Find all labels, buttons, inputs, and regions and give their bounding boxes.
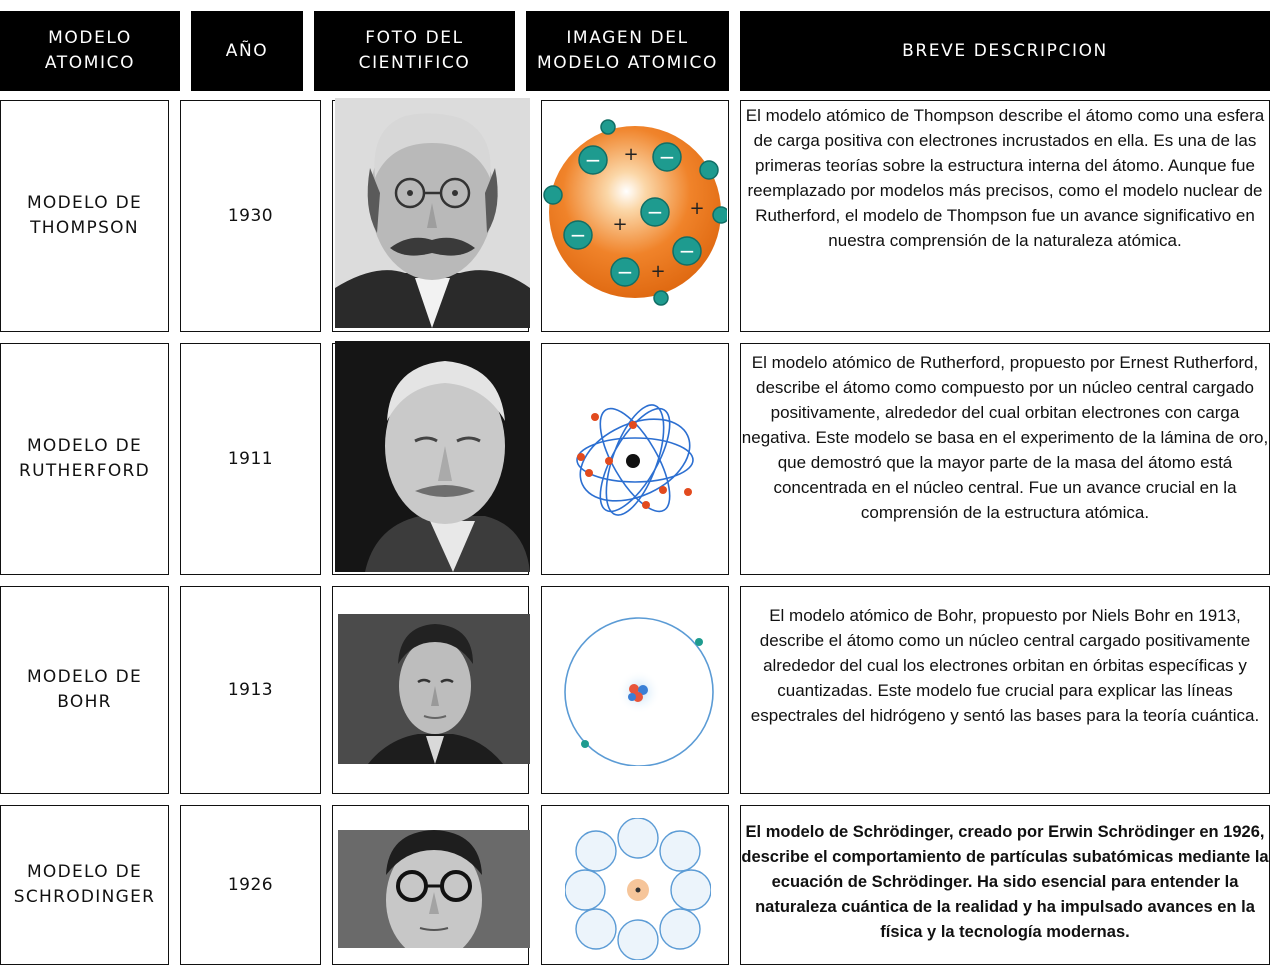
svg-text:−: − — [616, 260, 634, 284]
model-name-line1: MODELO DE — [26, 193, 143, 213]
header-description — [740, 11, 1270, 91]
atom-image-thompson — [543, 115, 727, 310]
header-year-label: AÑO — [225, 40, 269, 61]
atom-image-schrodinger — [565, 818, 711, 960]
model-cell-schrodinger — [0, 805, 169, 965]
model-name-line2: RUTHERFORD — [18, 461, 151, 481]
year-cell-schrodinger — [180, 805, 321, 965]
year-value: 1926 — [227, 875, 274, 895]
year-value: 1911 — [227, 449, 274, 469]
scientist-photo-thompson — [335, 98, 530, 328]
svg-text:−: − — [678, 239, 696, 263]
model-name-line1: MODELO DE — [26, 667, 143, 687]
svg-text:+: + — [650, 261, 666, 282]
scientist-photo-schrodinger — [338, 830, 530, 948]
description-cell-schrodinger — [740, 805, 1270, 965]
year-cell-rutherford — [180, 343, 321, 575]
year-value: 1913 — [227, 680, 274, 700]
atom-image-rutherford — [573, 395, 697, 525]
scientist-photo-rutherford — [335, 341, 530, 572]
model-name-line2: BOHR — [57, 692, 112, 712]
model-name-line1: MODELO DE — [26, 862, 143, 882]
svg-text:−: − — [658, 145, 676, 169]
model-cell-rutherford — [0, 343, 169, 575]
description-cell-rutherford — [740, 343, 1270, 575]
svg-text:−: − — [646, 200, 664, 224]
model-name-line2: THOMPSON — [30, 218, 139, 238]
year-value: 1930 — [227, 206, 274, 226]
description-cell-bohr — [740, 586, 1270, 794]
svg-text:+: + — [689, 198, 705, 219]
header-year — [191, 11, 303, 91]
header-image-line2: MODELO ATOMICO — [537, 53, 718, 73]
svg-text:−: − — [584, 148, 602, 172]
header-image-line1: IMAGEN DEL — [566, 28, 689, 48]
header-description-label: BREVE DESCRIPCION — [902, 40, 1108, 61]
svg-text:+: + — [612, 214, 628, 235]
model-name-line1: MODELO DE — [26, 436, 143, 456]
header-photo — [314, 11, 515, 91]
scientist-photo-bohr — [338, 614, 530, 764]
year-cell-bohr — [180, 586, 321, 794]
svg-text:+: + — [623, 144, 639, 165]
atom-image-bohr — [561, 614, 721, 766]
model-name-line2: SCHRODINGER — [13, 887, 156, 907]
description-text: El modelo de Schrödinger, creado por Erwin Schrödinger en 1926, describe el comportamiento de partículas subatómicas mediante la ecuación de Schrödinger. Ha sido esencial para entender la naturaleza cuántica de la realidad y ha impulsado avances en la física y la tecnología modernas. — [741, 822, 1269, 941]
year-cell-thompson — [180, 100, 321, 332]
model-cell-bohr — [0, 586, 169, 794]
header-photo-line1: FOTO DEL — [365, 28, 464, 48]
description-text: El modelo atómico de Thompson describe el átomo como una esfera de carga positiva con electrones incrustados en ella. Es una de las primeras teorías sobre la estructura interna del átomo. Aunque fue reemplazado por modelos más precisos, como el modelo nuclear de Rutherford, el modelo de Thompson fue un avance significativo en nuestra comprensión de la naturaleza atómica. — [745, 106, 1265, 250]
description-text: El modelo atómico de Rutherford, propuesto por Ernest Rutherford, describe el átomo como compuesto por un núcleo central cargado positivamente, alrededor del cual orbitan electrones con carga negativa. Este modelo se basa en el experimento de la lámina de oro, que demostró que la mayor parte de la masa del átomo está concentrada en el núcleo central. Fue un avance crucial en la comprensión de la estructura atómica. — [741, 353, 1269, 522]
description-cell-thompson — [740, 100, 1270, 332]
header-model — [0, 11, 180, 91]
svg-text:−: − — [569, 223, 587, 247]
header-image — [526, 11, 729, 91]
header-photo-line2: CIENTIFICO — [358, 53, 471, 73]
model-cell-thompson — [0, 100, 169, 332]
description-text: El modelo atómico de Bohr, propuesto por Niels Bohr en 1913, describe el átomo como un núcleo central cargado positivamente alrededor del cual los electrones orbitan en órbitas específicas y cuantizadas. Este modelo fue crucial para explicar las líneas espectrales del hidrógeno y sentó las bases para la teoría cuántica. — [750, 606, 1260, 725]
header-model-label: MODELO ATOMICO — [44, 28, 136, 73]
